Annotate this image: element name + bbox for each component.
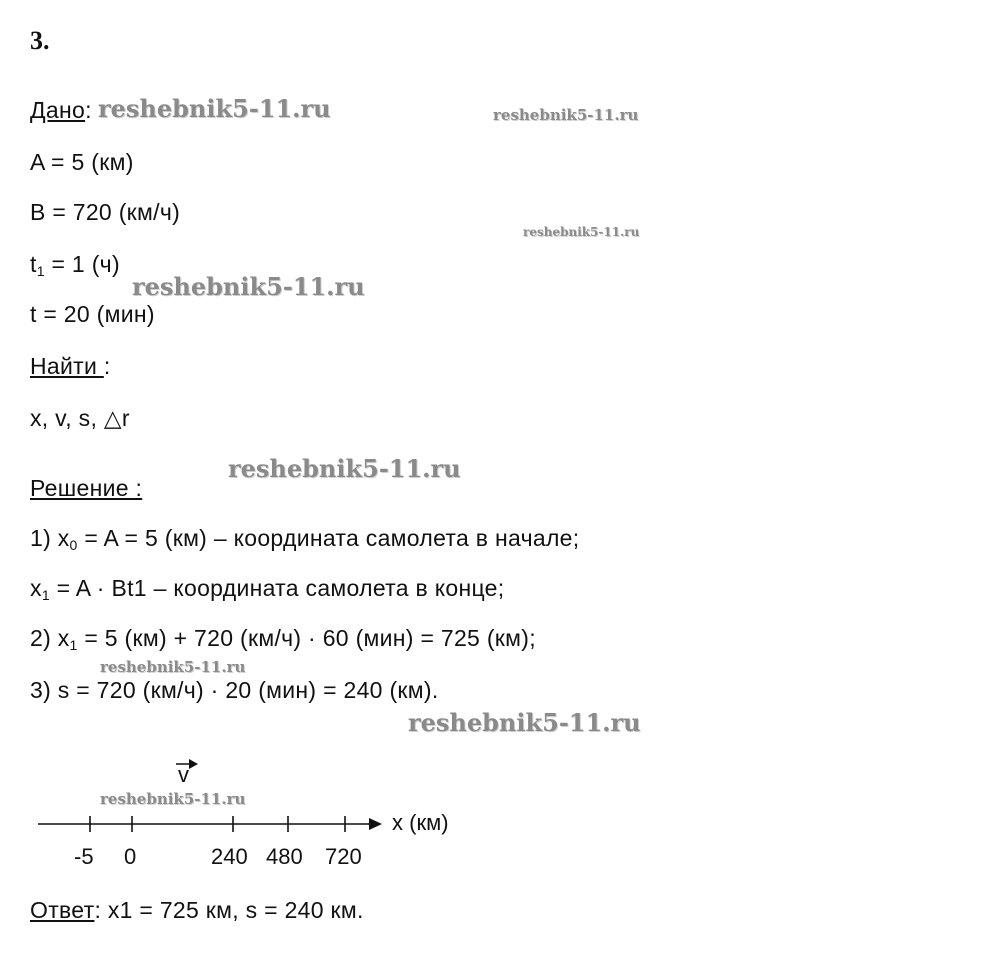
solution-heading (30, 474, 142, 502)
solution-step-1b (30, 574, 504, 609)
x-axis-arrowhead (369, 818, 382, 830)
step1b-subscript: 1 (41, 587, 50, 603)
tick-label: -5 (74, 844, 94, 869)
tick-label: 240 (211, 844, 248, 869)
given-heading (30, 96, 92, 124)
find-label: Найти (30, 353, 104, 379)
find-colon: : (103, 353, 111, 379)
watermark: reshebnik5-11.ru (408, 708, 641, 737)
step2-rest: = 5 (км) + 720 (км/ч) · 60 (мин) = 725 (км); (77, 625, 536, 651)
solution-step-1 (30, 524, 579, 559)
given-label: Дано (30, 97, 86, 123)
watermark: reshebnik5-11.ru (100, 658, 246, 676)
watermark: reshebnik5-11.ru (132, 272, 365, 301)
solution-label: Решение : (30, 475, 143, 501)
t1-variable: t (30, 251, 37, 277)
answer-text: : x1 = 725 км, s = 240 км. (94, 897, 364, 923)
velocity-vector-label: v (178, 762, 189, 787)
step1b-rest: = A · Bt1 – координата самолета в конце; (49, 575, 505, 601)
task-number: 3. (30, 26, 50, 55)
x-axis-label: x (км) (392, 810, 449, 835)
t1-subscript: 1 (36, 263, 45, 279)
watermark: reshebnik5-11.ru (493, 106, 639, 124)
step2-prefix: 2) x (30, 625, 70, 651)
t1-value: = 1 (ч) (51, 251, 120, 277)
answer-line (30, 896, 364, 924)
solution-step-2 (30, 624, 536, 659)
step1-rest: = A = 5 (км) – координата самолета в начале; (77, 525, 580, 551)
step1-subscript: 0 (69, 537, 78, 553)
given-colon: : (85, 97, 92, 123)
find-heading (30, 352, 111, 380)
tick-label: 720 (325, 844, 362, 869)
tick-label: 480 (266, 844, 303, 869)
given-line-t1 (30, 250, 120, 285)
given-line-a: A = 5 (км) (30, 149, 134, 175)
given-line-b: B = 720 (км/ч) (30, 199, 181, 225)
solution-step-3: 3) s = 720 (км/ч) · 20 (мин) = 240 (км). (30, 677, 439, 703)
step2-subscript: 1 (69, 637, 78, 653)
watermark: reshebnik5-11.ru (98, 94, 331, 123)
number-axis-diagram (0, 750, 986, 880)
find-values: x, v, s, △r (30, 405, 130, 431)
step1b-prefix: x (30, 575, 42, 601)
watermark: reshebnik5-11.ru (228, 454, 461, 483)
given-line-t: t = 20 (мин) (30, 301, 155, 327)
tick-label: 0 (124, 844, 137, 869)
watermark: reshebnik5-11.ru (523, 225, 640, 239)
watermark: reshebnik5-11.ru (100, 790, 246, 808)
velocity-arrow-head (189, 759, 198, 769)
step1-prefix: 1) x (30, 525, 70, 551)
answer-label: Ответ (30, 897, 95, 923)
